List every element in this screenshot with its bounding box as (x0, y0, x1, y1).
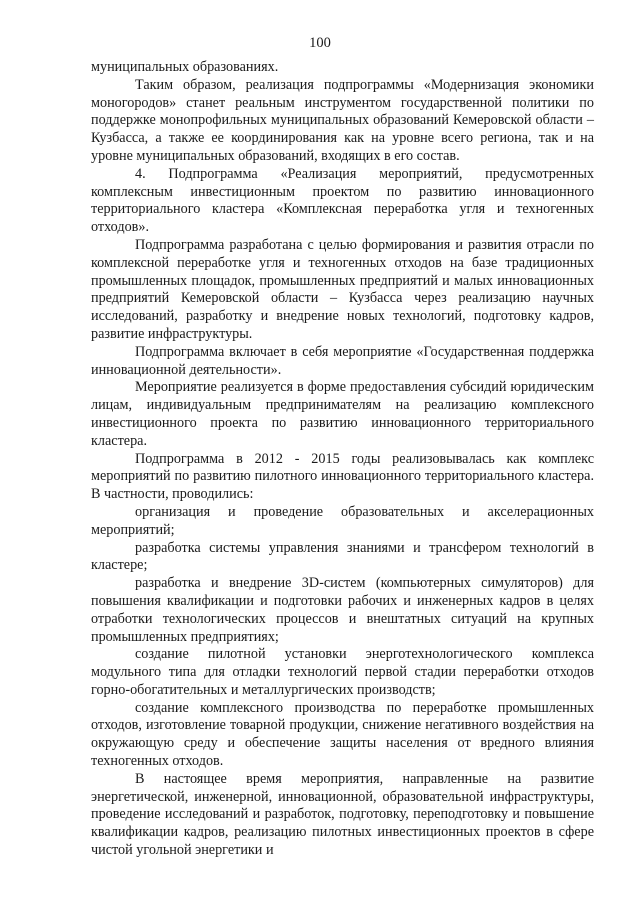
paragraph: Мероприятие реализуется в форме предоставления субсидий юридическим лицам, индивидуальным предпринимателям на реализацию комплексного инвестиционного проекта по развитию инновационного территориального кластера. (91, 379, 594, 449)
paragraph: создание комплексного производства по переработке промышленных отходов, изготовление товарной продукции, снижение негативного воздействия на окружающую среду и обеспечение защиты населения от вредного влияния техногенных отходов. (91, 699, 594, 770)
page-number: 100 (309, 35, 331, 51)
paragraph: Подпрограмма разработана с целью формирования и развития отрасли по комплексной переработке угля и техногенных отходов на базе традиционных промышленных площадок, промышленных предприятий и малых инновационных предприятий Кемеровской области – Кузбасса через реализацию научных исследований, разработку и внедрение новых технологий, подготовку кадров, развитие инфраструктуры. (91, 236, 594, 342)
paragraph: Подпрограмма включает в себя мероприятие «Государственная поддержка инновационной деятельности». (91, 343, 594, 378)
paragraph: организация и проведение образовательных и акселерационных мероприятий; (91, 503, 594, 538)
paragraph: разработка и внедрение 3D-систем (компьютерных симуляторов) для повышения квалификации и подготовки рабочих и инженерных кадров в целях отработки технологических процессов и внештатных ситуаций на крупных промышленных предприятиях; (91, 575, 594, 645)
document-body (91, 59, 594, 860)
paragraph: разработка системы управления знаниями и трансфером технологий в кластере; (91, 539, 594, 574)
paragraph: Подпрограмма в 2012 - 2015 годы реализовывалась как комплекс мероприятий по развитию пилотного инновационного территориального кластера. В частности, проводились: (91, 450, 594, 503)
paragraph: В настоящее время мероприятия, направленные на развитие энергетической, инженерной, инновационной, образовательной инфраструктуры, проведение исследований и разработок, подготовку, переподготовку и повышение квалификации кадров, реализацию пилотных инвестиционных проектов в сфере чистой угольной энергетики и (91, 770, 594, 859)
paragraph: Таким образом, реализация подпрограммы «Модернизация экономики моногородов» станет реальным инструментом государственной политики по поддержке монопрофильных муниципальных образований Кемеровской области – Кузбасса, а также ее координирования как на уровне всего региона, так и на уровне муниципальных образований, входящих в его состав. (91, 76, 594, 164)
paragraph: создание пилотной установки энерготехнологического комплекса модульного типа для отладки технологий первой стадии переработки отходов горно-обогатительных и металлургических производств; (91, 646, 594, 698)
paragraph: муниципальных образованиях. (91, 59, 279, 75)
paragraph: 4. Подпрограмма «Реализация мероприятий, предусмотренных комплексным инвестиционным проектом по развитию инновационного территориального кластера «Комплексная переработка угля и техногенных отходов». (91, 165, 594, 236)
